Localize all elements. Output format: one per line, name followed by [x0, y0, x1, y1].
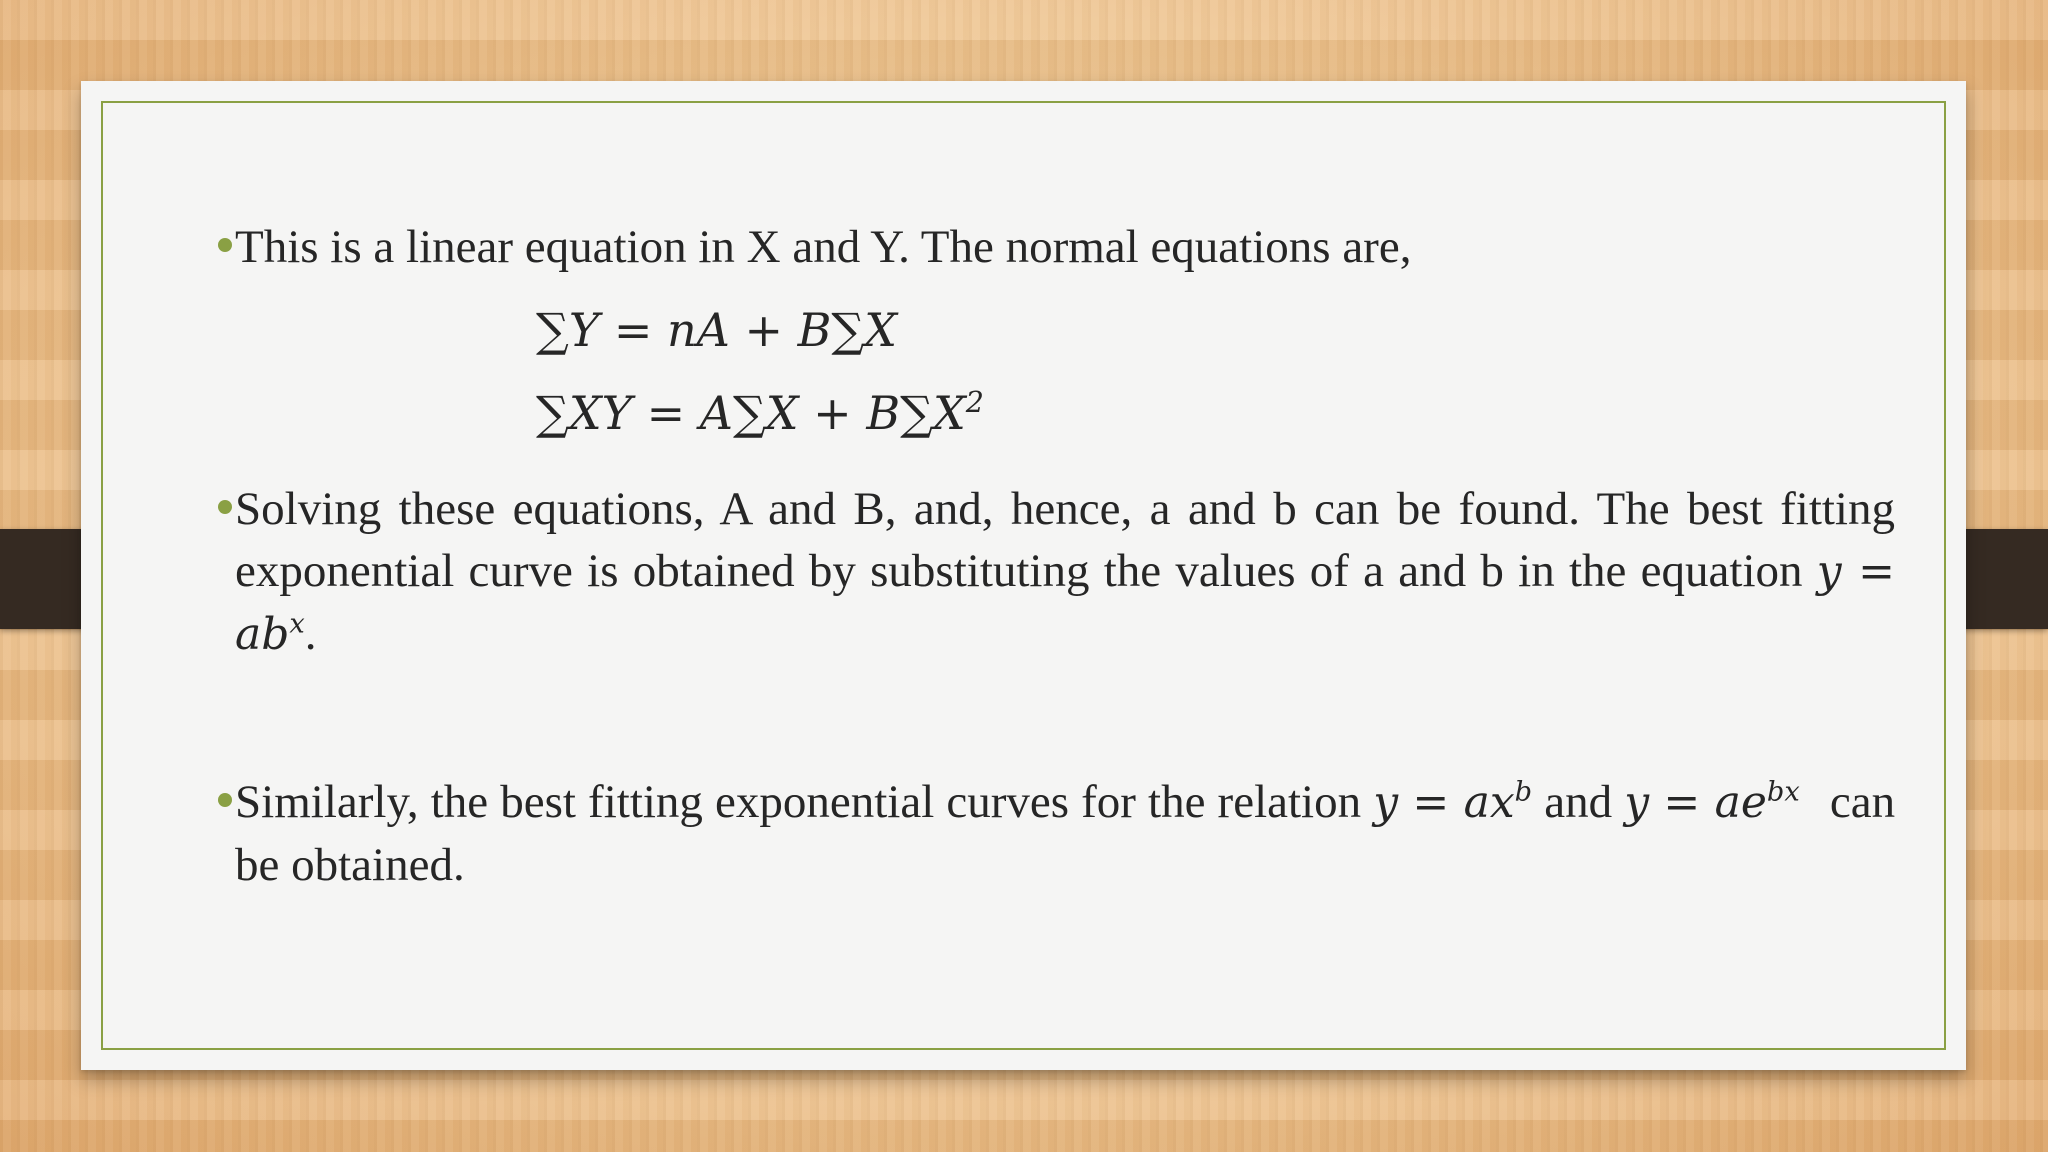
bullet-2-math-exponent: x — [289, 608, 305, 640]
bullet-3-text-after: can be obtained. — [235, 776, 1896, 891]
bullet-2-math-base: y = ab — [235, 546, 1896, 660]
slide — [81, 81, 1966, 1070]
bullet-3-math-2 — [1624, 777, 1800, 828]
equation-1-text: ∑Y = nA + B∑X — [536, 303, 898, 357]
bullet-3-text-mid: and — [1544, 776, 1613, 828]
bullet-1-text: This is a linear equation in X and Y. The normal equations are, — [235, 221, 1412, 273]
equation-2-exponent: 2 — [965, 385, 984, 419]
bullet-3-math-1-base: y = ax — [1373, 777, 1515, 828]
normal-equation-2 — [536, 386, 984, 440]
bullet-dot — [218, 500, 232, 514]
normal-equation-1 — [536, 303, 897, 357]
bullet-2-end: . — [304, 608, 317, 660]
bullet-3-text-before: Similarly, the best fitting exponential curves for the relation — [235, 776, 1362, 828]
equation-2-text: ∑XY = A∑X + B∑X — [536, 386, 966, 440]
bullet-3-math-1 — [1373, 777, 1532, 828]
bullet-1 — [235, 216, 1895, 278]
bullet-dot — [218, 793, 232, 807]
bullet-3-math-1-exponent: b — [1514, 776, 1533, 808]
bullet-3-math-2-exponent: bx — [1766, 776, 1800, 808]
bullet-3-math-2-base: y = ae — [1624, 777, 1767, 828]
bullet-3 — [235, 771, 1895, 896]
bullet-2 — [235, 478, 1895, 666]
bullet-2-text: Solving these equations, A and B, and, hence, a and b can be found. The best fitting exponential curve is obtained by substituting the values of a and b in the equation — [235, 483, 1895, 597]
slide-content — [81, 81, 1966, 1070]
bullet-dot — [218, 238, 232, 252]
